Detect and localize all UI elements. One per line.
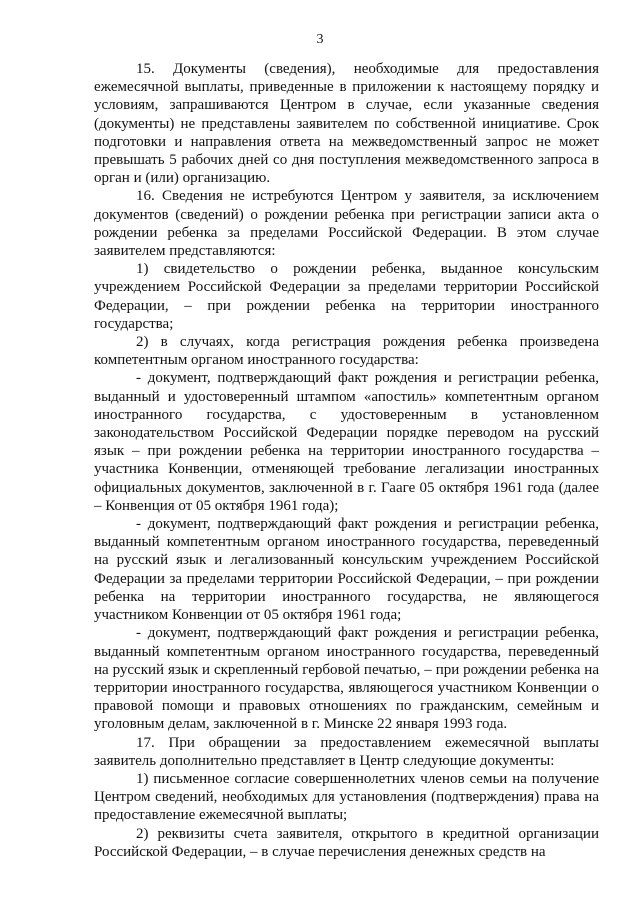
- paragraph-16: 16. Сведения не истребуются Центром у заявителя, за исключением документов (сведений) о рождении ребенка при регистрации записи акта о рождении ребенка за пределами Российской Федерации. В этом случае заявителем представляются:: [94, 188, 599, 260]
- paragraph-16-item-2-dash-1: - документ, подтверждающий факт рождения и регистрации ребенка, выданный и удостоверенный штампом «апостиль» компетентным органом иностранного государства, с удостоверенным в установленном законодательством Российской Федерации порядке переводом на русский язык – при рождении ребенка на территории иностранного государства – участника Конвенции, отменяющей требование легализации иностранных официальных документов, заключенной в г. Гааге 05 октября 1961 года (далее – Конвенция от 05 октября 1961 года);: [94, 370, 599, 514]
- document-body: [94, 60, 599, 861]
- paragraph-15: 15. Документы (сведения), необходимые для предоставления ежемесячной выплаты, приведенные в приложении к настоящему порядку и условиям, запрашиваются Центром в случае, если указанные сведения (документы) не представлены заявителем по собственной инициативе. Срок подготовки и направления ответа на межведомственный запрос не может превышать 5 рабочих дней со дня поступления межведомственного запроса в орган и (или) организацию.: [94, 61, 599, 187]
- paragraph-17-item-1: 1) письменное согласие совершеннолетних членов семьи на получение Центром сведений, необходимых для установления (подтверждения) права на предоставление ежемесячной выплаты;: [94, 770, 599, 824]
- paragraph-16-item-2-dash-3: - документ, подтверждающий факт рождения и регистрации ребенка, выданный компетентным органом иностранного государства, переведенный на русский язык и скрепленный гербовой печатью, – при рождении ребенка на территории иностранного государства, являющегося участником Конвенции о правовой помощи и правовых отношениях по гражданским, семейным и уголовным делам, заключенной в г. Минске 22 января 1993 года.: [94, 625, 599, 733]
- paragraph-17: 17. При обращении за предоставлением ежемесячной выплаты заявитель дополнительно представляет в Центр следующие документы:: [94, 734, 599, 769]
- paragraph-16-item-2-dash-2: - документ, подтверждающий факт рождения и регистрации ребенка, выданный компетентным органом иностранного государства, переведенный на русский язык и легализованный консульским учреждением Российской Федерации за пределами территории Российской Федерации, – при рождении ребенка на территории иностранного государства, не являющегося участником Конвенции от 05 октября 1961 года;: [94, 516, 599, 624]
- paragraph-16-item-2: 2) в случаях, когда регистрация рождения ребенка произведена компетентным органом иностранного государства:: [94, 334, 599, 369]
- paragraph-16-item-1: 1) свидетельство о рождении ребенка, выданное консульским учреждением Российской Федерации за пределами территории Российской Федерации, – при рождении ребенка на территории иностранного государства;: [94, 261, 599, 332]
- paragraph-17-item-2: 2) реквизиты счета заявителя, открытого в кредитной организации Российской Федерации, – в случае перечисления денежных средств на: [94, 825, 599, 860]
- page-number: 3: [316, 32, 324, 47]
